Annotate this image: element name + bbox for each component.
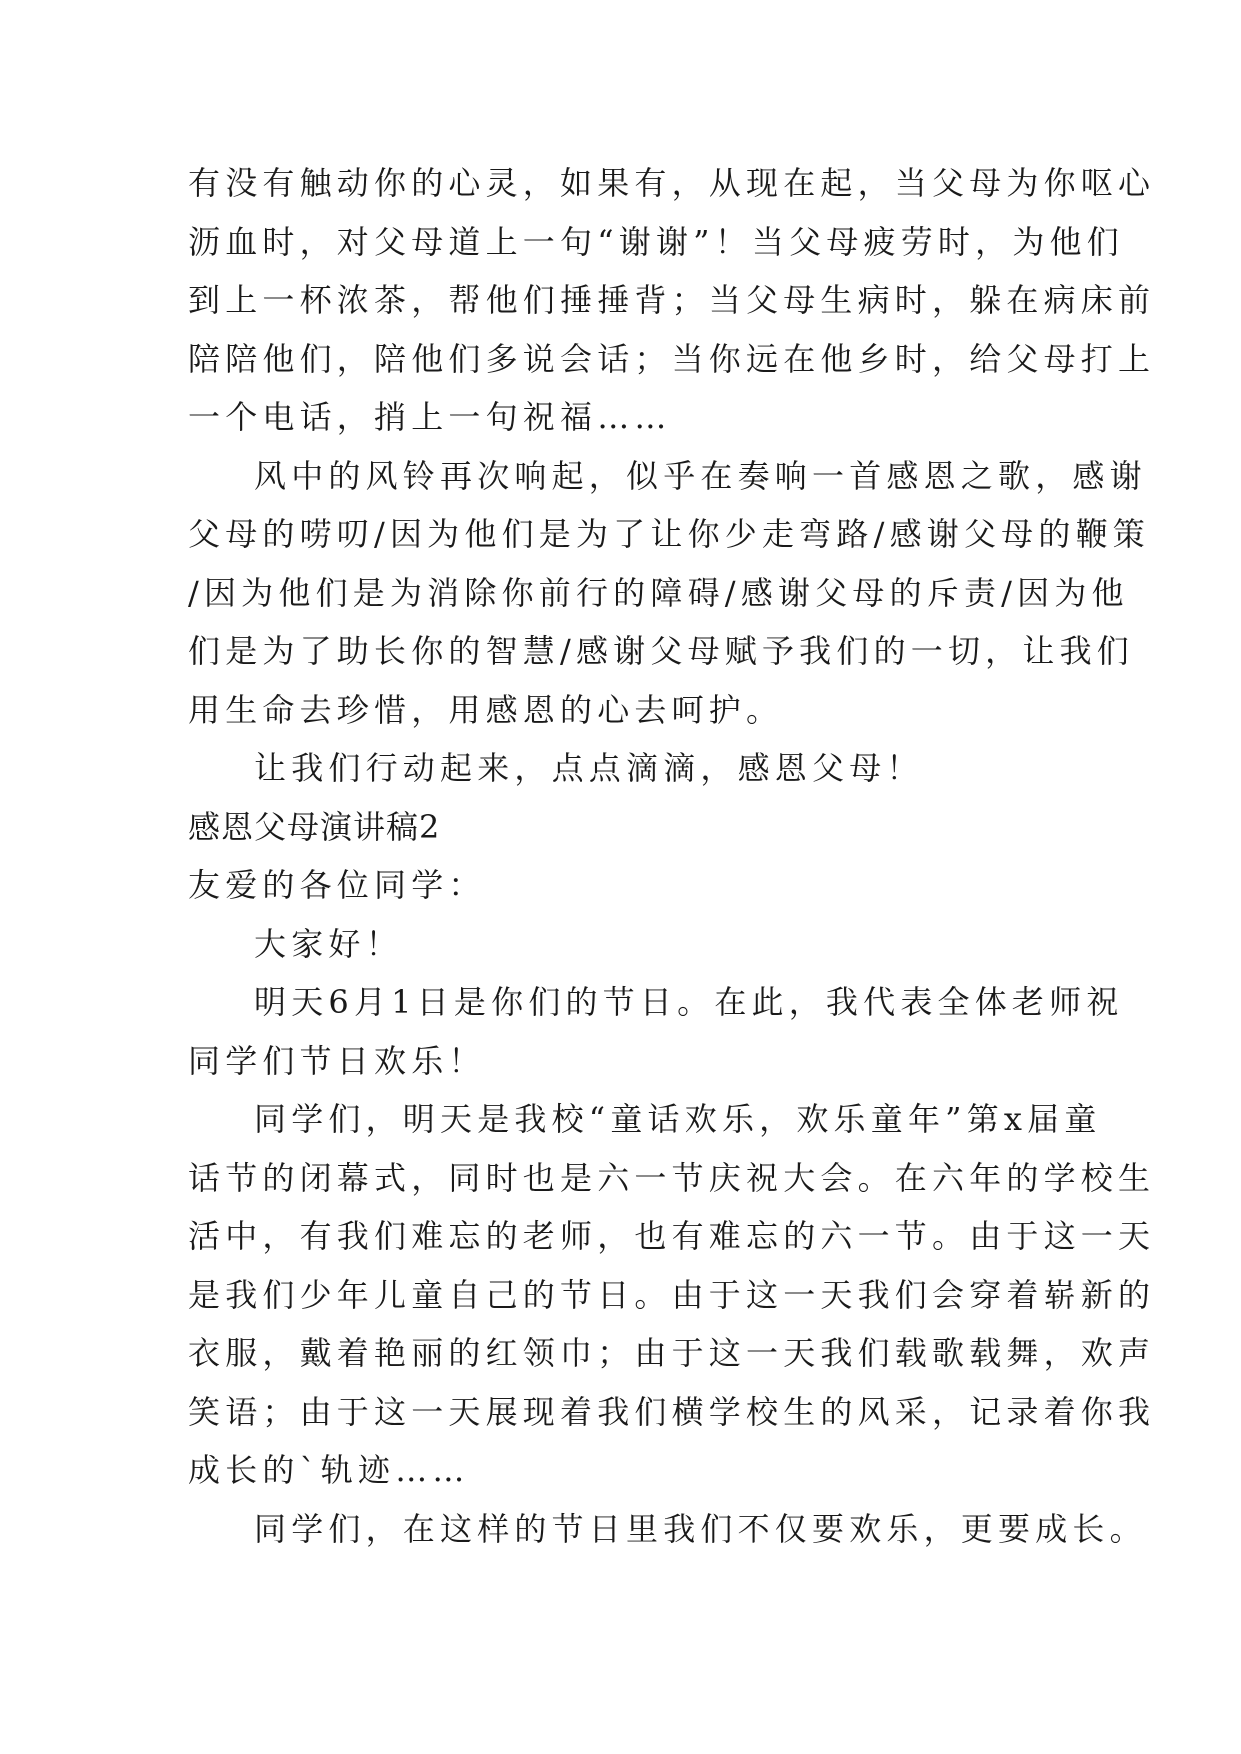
text-line: 一个电话，捎上一句祝福…… [188, 398, 672, 436]
text-line: 沥血时，对父母道上一句“谢谢”！当父母疲劳时，为他们 [188, 222, 1124, 261]
text-line: 成长的`轨迹…… [188, 1451, 470, 1489]
text-line: /因为他们是为消除你前行的障碍/感谢父母的斥责/因为他 [188, 573, 1129, 612]
text-line: 们是为了助长你的智慧/感谢父母赋予我们的一切，让我们 [188, 632, 1134, 670]
text-line: 到上一杯浓茶，帮他们捶捶背；当父母生病时，躲在病床前 [188, 281, 1156, 319]
text-line: 是我们少年儿童自己的节日。由于这一天我们会穿着崭新的 [188, 1275, 1156, 1314]
paragraph-start-line: 明天6月1日是你们的节日。在此，我代表全体老师祝 [254, 983, 1124, 1021]
section-heading: 感恩父母演讲稿2 [188, 807, 441, 846]
text-line: 活中，有我们难忘的老师，也有难忘的六一节。由于这一天 [188, 1217, 1156, 1255]
paragraph-start-line: 让我们行动起来，点点滴滴，感恩父母！ [254, 749, 924, 787]
text-line: 父母的唠叨/因为他们是为了让你少走弯路/感谢父母的鞭策 [188, 515, 1150, 553]
text-line: 有没有触动你的心灵，如果有，从现在起，当父母为你呕心 [188, 164, 1156, 202]
text-line: 笑语；由于这一天展现着我们横学校生的风采，记录着你我 [188, 1392, 1156, 1431]
text-line: 同学们节日欢乐！ [188, 1041, 486, 1080]
text-line: 用生命去珍惜，用感恩的心去呵护。 [188, 690, 784, 729]
greeting: 大家好！ [254, 924, 403, 963]
paragraph-start-line: 同学们，在这样的节日里我们不仅要欢乐，更要成长。 [254, 1509, 1147, 1548]
document-body [188, 154, 1156, 1558]
text-line: 话节的闭幕式，同时也是六一节庆祝大会。在六年的学校生 [188, 1158, 1156, 1197]
paragraph-start-line: 同学们，明天是我校“童话欢乐，欢乐童年”第x届童 [254, 1100, 1102, 1138]
text-line: 陪陪他们，陪他们多说会话；当你远在他乡时，给父母打上 [188, 339, 1156, 378]
paragraph-start-line: 风中的风铃再次响起，似乎在奏响一首感恩之歌，感谢 [254, 456, 1147, 495]
text-line: 衣服，戴着艳丽的红领巾；由于这一天我们载歌载舞，欢声 [188, 1334, 1156, 1372]
salutation: 友爱的各位同学： [188, 866, 486, 904]
